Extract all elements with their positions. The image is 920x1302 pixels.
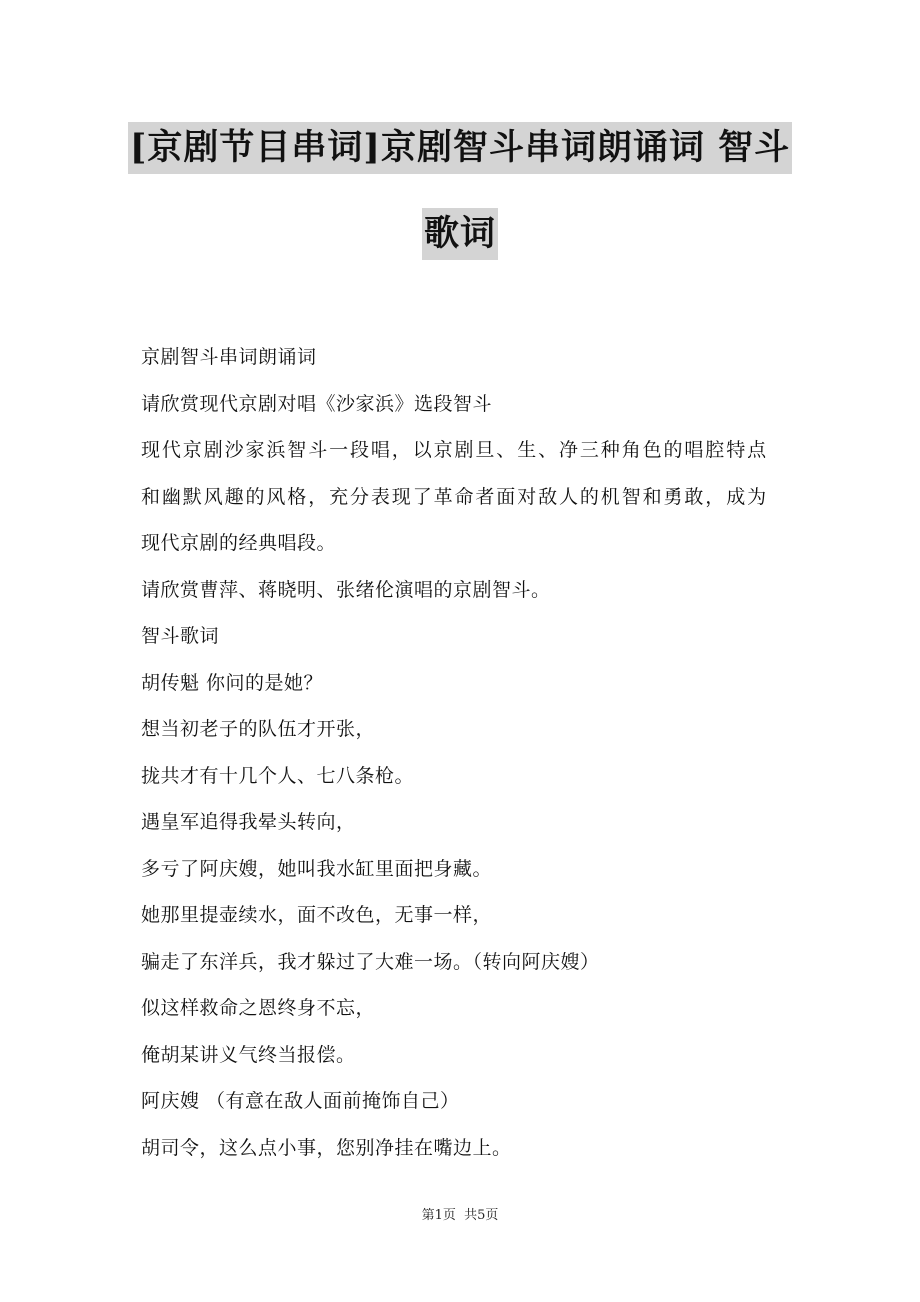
paragraph: 似这样救命之恩终身不忘， [141,997,376,1019]
paragraph: 遇皇军追得我晕头转向， [141,811,356,833]
page-total: 共5页 [464,1208,499,1223]
paragraph: 请欣赏曹萍、蒋晓明、张绪伦演唱的京剧智斗。 [141,578,551,601]
paragraph: 现代京剧的经典唱段。 [141,532,337,554]
paragraph: 阿庆嫂 （有意在敌人面前掩饰自己） [141,1090,460,1112]
paragraph: 胡司令，这么点小事，您别净挂在嘴边上。 [141,1136,512,1159]
paragraph: 想当初老子的队伍才开张， [141,718,376,740]
paragraph: 骗走了东洋兵，我才躲过了大难一场。（转向阿庆嫂） [141,950,600,973]
paragraph: 和幽默风趣的风格，充分表现了革命者面对敌人的机智和勇敢，成为 [141,485,769,508]
paragraph: 请欣赏现代京剧对唱《沙家浜》选段智斗 [141,392,493,415]
document-title [0,122,920,260]
paragraph: 京剧智斗串词朗诵词 [141,346,317,368]
paragraph: 智斗歌词 [141,625,220,647]
document-body [141,334,801,1171]
paragraph: 她那里提壶续水，面不改色，无事一样， [141,904,493,926]
paragraph: 现代京剧沙家浜智斗一段唱，以京剧旦、生、净三种角色的唱腔特点 [141,439,769,461]
page-number: 第1页 [421,1208,456,1223]
title-line-1: [京剧节目串词]京剧智斗串词朗诵词 智斗 [128,122,792,174]
paragraph: 俺胡某讲义气终当报偿。 [141,1043,356,1066]
paragraph: 拢共才有十几个人、七八条枪。 [141,764,415,787]
page-footer [0,1206,920,1226]
paragraph: 胡传魁 你问的是她？ [141,671,324,694]
title-line-2: 歌词 [422,208,498,260]
paragraph: 多亏了阿庆嫂，她叫我水缸里面把身藏。 [141,857,493,880]
